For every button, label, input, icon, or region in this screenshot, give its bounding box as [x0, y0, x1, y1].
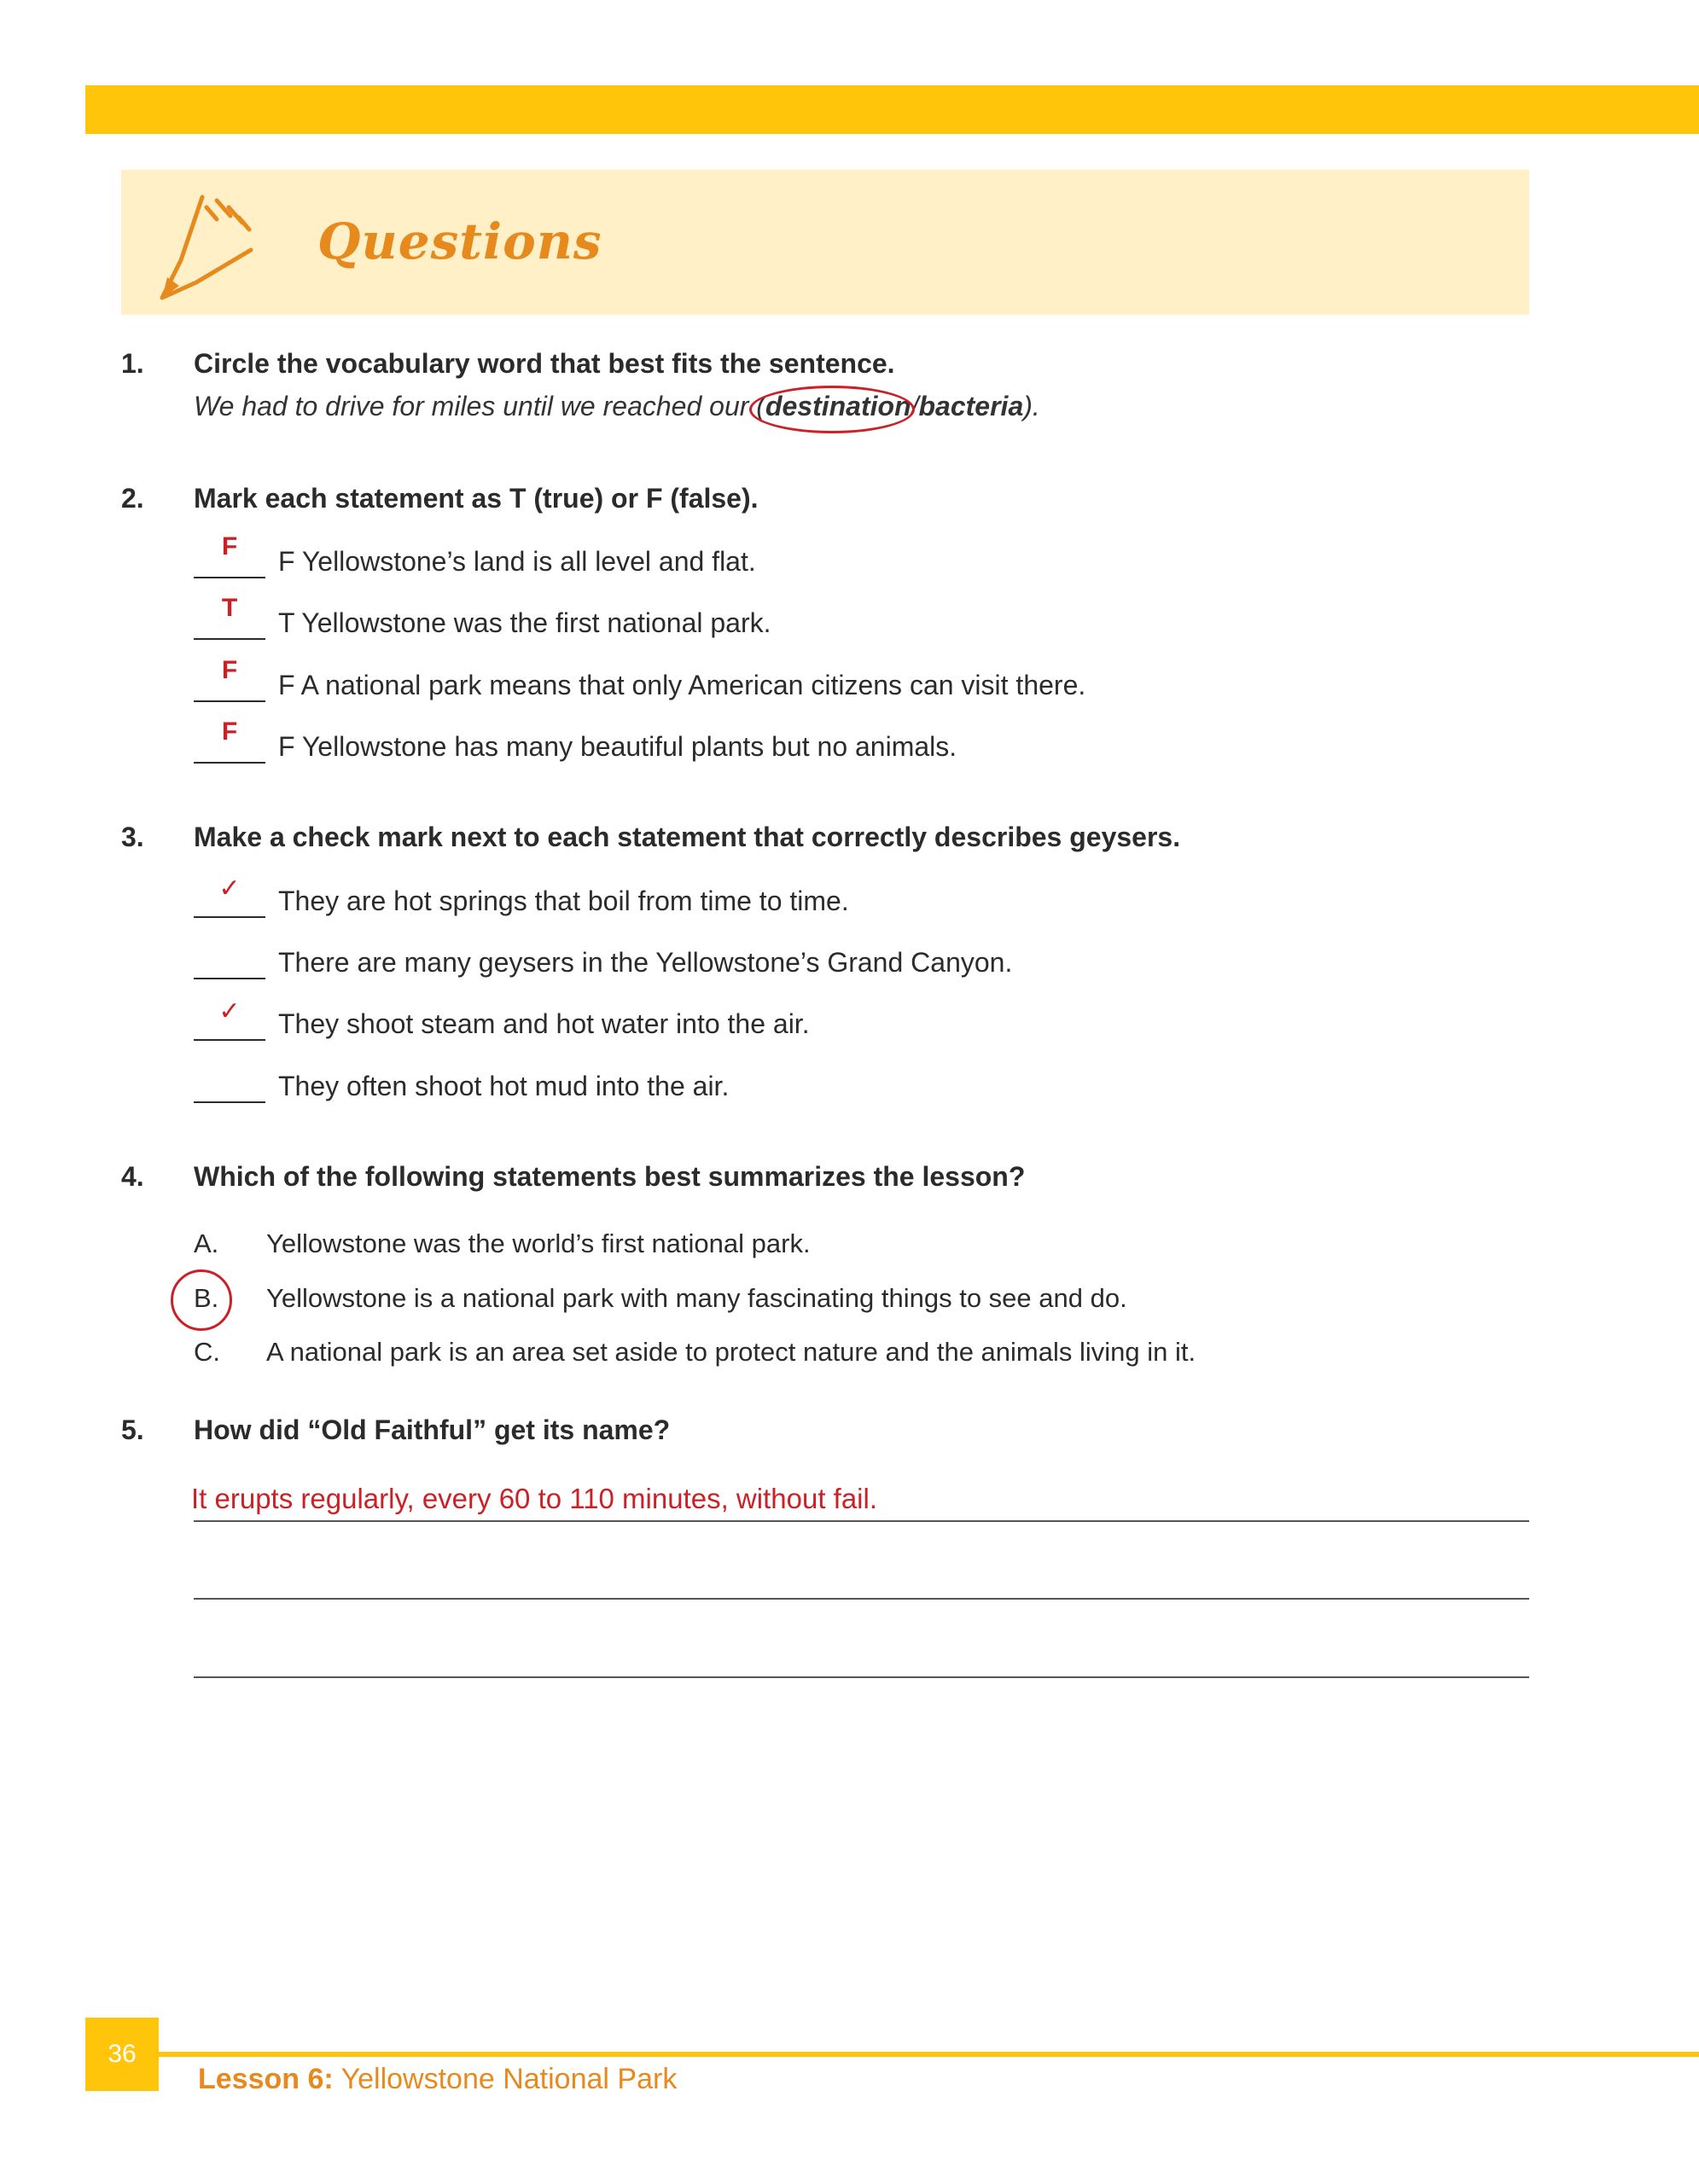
check-statement: There are many geysers in the Yellowstone’s Grand Canyon. [278, 947, 1013, 978]
choice-bacteria[interactable]: bacteria [918, 391, 1024, 421]
answer-blank[interactable] [194, 577, 265, 578]
answer-circle-destination [749, 386, 915, 433]
tf-statement: F Yellowstone’s land is all level and flat. [278, 546, 756, 577]
tf-item [194, 717, 1474, 767]
sentence-start: We had to drive for miles until we reached our ( [194, 391, 765, 421]
footer-rule [159, 2052, 1699, 2057]
question-number-4: 4. [121, 1161, 144, 1192]
sentence-end: ). [1023, 391, 1040, 421]
option-text-c[interactable]: A national park is an area set aside to protect nature and the animals living in it. [266, 1337, 1196, 1367]
tf-statement: F Yellowstone has many beautiful plants but no animals. [278, 731, 957, 762]
check-mark-icon: ✓ [218, 997, 241, 1025]
answer-blank[interactable] [194, 638, 265, 640]
check-item [194, 874, 1474, 921]
check-item [194, 944, 1474, 983]
tf-mark: F [221, 717, 238, 746]
tf-item [194, 594, 1474, 643]
answer-blank[interactable] [194, 1101, 265, 1103]
question-prompt-4: Which of the following statements best summarizes the lesson? [194, 1161, 1026, 1192]
option-text-a[interactable]: Yellowstone was the world’s first national park. [266, 1228, 811, 1258]
tf-statement: F A national park means that only American citizens can visit there. [278, 670, 1086, 700]
answer-blank[interactable] [194, 762, 265, 764]
choice-destination[interactable]: destination [765, 391, 911, 421]
answer-line[interactable] [194, 1520, 1529, 1522]
question-prompt-3: Make a check mark next to each statement that correctly describes geysers. [194, 822, 1181, 852]
option-letter-b[interactable]: B. [194, 1283, 219, 1313]
option-letter-a[interactable]: A. [194, 1228, 219, 1258]
questions-header [121, 170, 1529, 315]
check-mark-icon: ✓ [218, 874, 241, 903]
check-statement: They shoot steam and hot water into the air. [278, 1008, 810, 1039]
question-number-2: 2. [121, 483, 144, 514]
question-prompt-2: Mark each statement as T (true) or F (false). [194, 483, 759, 514]
choice-slash: / [911, 391, 919, 421]
tf-mark: T [221, 594, 238, 622]
q5-answer-text[interactable]: It erupts regularly, every 60 to 110 minutes, without fail. [191, 1483, 878, 1514]
option-letter-c[interactable]: C. [194, 1337, 220, 1367]
lesson-label: Lesson 6: [198, 2063, 334, 2095]
tf-item [194, 656, 1474, 706]
pencil-icon [147, 182, 266, 301]
tf-item [194, 532, 1474, 582]
check-item [194, 1067, 1474, 1107]
answer-line[interactable] [194, 1676, 1529, 1678]
question-prompt-5: How did “Old Faithful” get its name? [194, 1414, 671, 1445]
answer-blank[interactable] [194, 700, 265, 702]
page-number: 36 [108, 2040, 137, 2068]
top-banner-bar [85, 85, 1699, 134]
answer-blank[interactable] [194, 1039, 265, 1041]
question-number-1: 1. [121, 348, 144, 379]
check-statement: They are hot springs that boil from time to time. [278, 886, 849, 916]
question-number-3: 3. [121, 822, 144, 852]
tf-mark: F [221, 656, 238, 684]
answer-line[interactable] [194, 1598, 1529, 1600]
question-prompt-1: Circle the vocabulary word that best fits the sentence. [194, 348, 895, 379]
check-item [194, 997, 1474, 1044]
option-text-b[interactable]: Yellowstone is a national park with many fascinating things to see and do. [266, 1283, 1127, 1313]
answer-blank[interactable] [194, 978, 265, 979]
lesson-footer [198, 2063, 677, 2096]
question-number-5: 5. [121, 1414, 144, 1445]
lesson-title: Yellowstone National Park [340, 2063, 678, 2095]
check-statement: They often shoot hot mud into the air. [278, 1071, 730, 1101]
tf-statement: T Yellowstone was the first national park. [278, 607, 771, 638]
page-title: Questions [317, 212, 602, 270]
tf-mark: F [221, 532, 238, 561]
answer-blank[interactable] [194, 916, 265, 918]
page-number-box [85, 2018, 159, 2091]
